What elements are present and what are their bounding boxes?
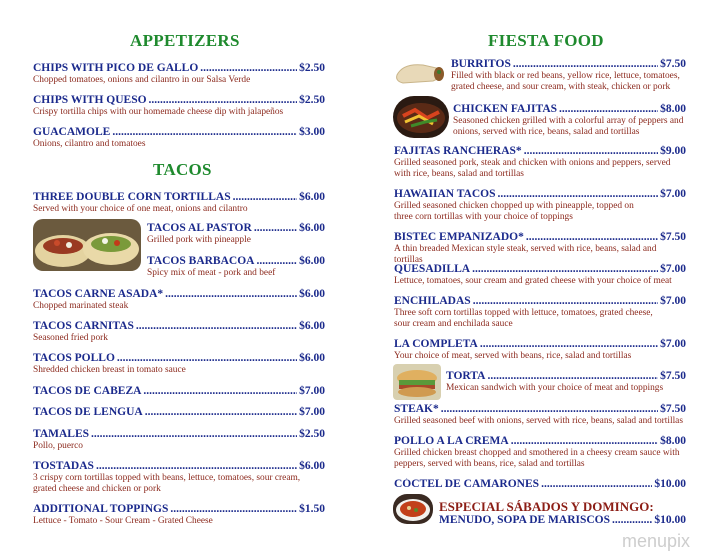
item-price: $7.00 xyxy=(660,188,686,200)
item-desc: A thin breaded Mexican style steak, served with rice, beans, salad and tortillas xyxy=(394,244,657,265)
weekend-special-item xyxy=(439,514,686,526)
item-price: $7.00 xyxy=(660,338,686,350)
watermark: menupix xyxy=(621,531,690,551)
item-desc: Chopped marinated steak xyxy=(33,301,129,311)
item-price: $6.00 xyxy=(299,460,325,472)
menu-item xyxy=(446,370,686,394)
item-name: TORTA xyxy=(446,370,486,382)
item-desc: Grilled chicken breast chopped and smothered in a cheesy cream sauce with peppers, served with beans, rice, salad and tortillas xyxy=(394,448,680,469)
item-name: TACOS CARNE ASADA* xyxy=(33,288,164,300)
item-name: QUESADILLA xyxy=(394,263,471,275)
item-name: TAMALES xyxy=(33,428,90,440)
item-price: $2.50 xyxy=(299,94,325,106)
item-name: ADDITIONAL TOPPINGS xyxy=(33,503,169,515)
item-price: $2.50 xyxy=(299,62,325,74)
item-price: $7.00 xyxy=(660,295,686,307)
item-desc: Chopped tomatoes, onions and cilantro in our Salsa Verde xyxy=(33,75,251,85)
menu-item xyxy=(453,103,686,138)
item-desc: Lettuce - Tomato - Sour Cream - Grated Cheese xyxy=(33,516,213,526)
item-desc: Seasoned chicken grilled with a colorful array of peppers and onions, served with rice, beans, salad and tortillas xyxy=(453,116,684,137)
menu-item xyxy=(33,320,325,344)
item-price: $6.00 xyxy=(299,191,325,203)
torta-photo xyxy=(393,364,441,400)
item-desc: Pollo, puerco xyxy=(33,441,83,451)
menu-item xyxy=(394,435,686,470)
appetizers-heading: APPETIZERS xyxy=(130,31,240,50)
item-desc: Grilled seasoned pork, steak and chicken with onions and peppers, served with rice, beans, salad and tortillas xyxy=(394,158,671,179)
item-price: $6.00 xyxy=(299,255,325,267)
item-price: $1.50 xyxy=(299,503,325,515)
fiesta-food-heading: FIESTA FOOD xyxy=(488,31,604,50)
item-desc: Three soft corn tortillas topped with lettuce, tomatoes, grated cheese, sour cream and enchilada sauce xyxy=(394,308,653,329)
item-desc: Your choice of meat, served with beans, rice, salad and tortillas xyxy=(394,351,632,361)
item-name: TACOS CARNITAS xyxy=(33,320,134,332)
item-name: TACOS DE CABEZA xyxy=(33,385,142,397)
menu-item xyxy=(147,222,325,246)
item-name: CHIPS WITH PICO DE GALLO xyxy=(33,62,199,74)
menudo-photo xyxy=(393,494,433,524)
menu-item xyxy=(394,188,686,223)
item-price: $3.00 xyxy=(299,126,325,138)
item-name: BURRITOS xyxy=(451,58,511,70)
item-price: $7.00 xyxy=(299,406,325,418)
item-name: BISTEC EMPANIZADO* xyxy=(394,231,524,243)
menu-item xyxy=(33,62,325,86)
item-price: $7.50 xyxy=(660,370,686,382)
item-desc: Served with your choice of one meat, onions and cilantro xyxy=(33,204,248,214)
item-name: TACOS BARBACOA xyxy=(147,255,255,267)
item-desc: Crispy tortilla chips with our homemade cheese dip with jalapeños xyxy=(33,107,284,117)
item-price: $8.00 xyxy=(660,435,686,447)
item-price: $9.00 xyxy=(660,145,686,157)
menu-item xyxy=(33,385,325,397)
item-name: TACOS AL PASTOR xyxy=(147,222,252,234)
tacos-heading: TACOS xyxy=(153,160,212,179)
item-desc: Seasoned fried pork xyxy=(33,333,108,343)
item-price: $8.00 xyxy=(660,103,686,115)
item-name: FAJITAS RANCHERAS* xyxy=(394,145,522,157)
item-name: LA COMPLETA xyxy=(394,338,478,350)
item-desc: Mexican sandwich with your choice of meat and toppings xyxy=(446,383,664,393)
item-desc: Grilled seasoned beef with onions, served with rice, beans, salad and tortillas xyxy=(394,416,683,426)
menu-item xyxy=(394,295,686,330)
item-name: TACOS DE LENGUA xyxy=(33,406,143,418)
item-desc: Lettuce, tomatoes, sour cream and grated cheese with your choice of meat xyxy=(394,276,672,286)
menu-item xyxy=(147,255,325,279)
weekend-special-title: ESPECIAL SÁBADOS Y DOMINGO: xyxy=(439,499,654,514)
item-price: $2.50 xyxy=(299,428,325,440)
menu-item xyxy=(394,403,686,427)
item-desc: Shredded chicken breast in tomato sauce xyxy=(33,365,186,375)
item-price: $7.00 xyxy=(660,263,686,275)
item-name: CÓCTEL DE CAMARONES xyxy=(394,478,540,490)
item-name: ENCHILADAS xyxy=(394,295,471,307)
item-price: $6.00 xyxy=(299,222,325,234)
item-price: $7.50 xyxy=(660,403,686,415)
item-price: $10.00 xyxy=(654,478,686,490)
item-name: TOSTADAS xyxy=(33,460,94,472)
menu-item xyxy=(394,263,686,287)
item-desc: Filled with black or red beans, yellow rice, lettuce, tomatoes, grated cheese, and sour cream, with steak, chicken or pork xyxy=(451,71,680,92)
item-name: POLLO A LA CREMA xyxy=(394,435,509,447)
item-price: $10.00 xyxy=(654,514,686,526)
tacos-photo xyxy=(33,219,141,271)
item-name: HAWAIIAN TACOS xyxy=(394,188,496,200)
item-price: $6.00 xyxy=(299,320,325,332)
fajitas-photo xyxy=(393,96,449,138)
menu-item xyxy=(33,352,325,376)
item-desc: Grilled seasoned chicken chopped up with pineapple, topped on three corn tortillas with your choice of toppings xyxy=(394,201,634,222)
item-desc: 3 crispy corn tortillas topped with beans, lettuce, tomatoes, sour cream, grated cheese and chicken or pork xyxy=(33,473,301,494)
menu-item xyxy=(33,94,325,118)
item-name: TACOS POLLO xyxy=(33,352,115,364)
menu-item xyxy=(33,126,325,150)
item-desc: Grilled pork with pineapple xyxy=(147,235,251,245)
menu-item xyxy=(33,288,325,312)
item-desc: Onions, cilantro and tomatoes xyxy=(33,139,146,149)
item-name: THREE DOUBLE CORN TORTILLAS xyxy=(33,191,231,203)
item-desc: Spicy mix of meat - pork and beef xyxy=(147,268,276,278)
menu-item xyxy=(33,406,325,418)
item-name: STEAK* xyxy=(394,403,439,415)
menu-item xyxy=(394,478,686,490)
menu-item xyxy=(394,231,686,266)
item-price: $6.00 xyxy=(299,288,325,300)
item-price: $7.00 xyxy=(299,385,325,397)
item-price: $6.00 xyxy=(299,352,325,364)
burrito-photo xyxy=(393,55,445,87)
item-name: MENUDO, SOPA DE MARISCOS xyxy=(439,514,611,526)
menu-item xyxy=(33,460,325,495)
menu-item xyxy=(394,338,686,362)
menu-item xyxy=(33,428,325,452)
menu-item xyxy=(33,191,325,215)
menu-item xyxy=(394,145,686,180)
menu-item xyxy=(451,58,686,93)
menu-item xyxy=(33,503,325,527)
item-name: CHICKEN FAJITAS xyxy=(453,103,558,115)
item-name: CHIPS WITH QUESO xyxy=(33,94,147,106)
item-price: $7.50 xyxy=(660,58,686,70)
item-name: GUACAMOLE xyxy=(33,126,111,138)
item-price: $7.50 xyxy=(660,231,686,243)
